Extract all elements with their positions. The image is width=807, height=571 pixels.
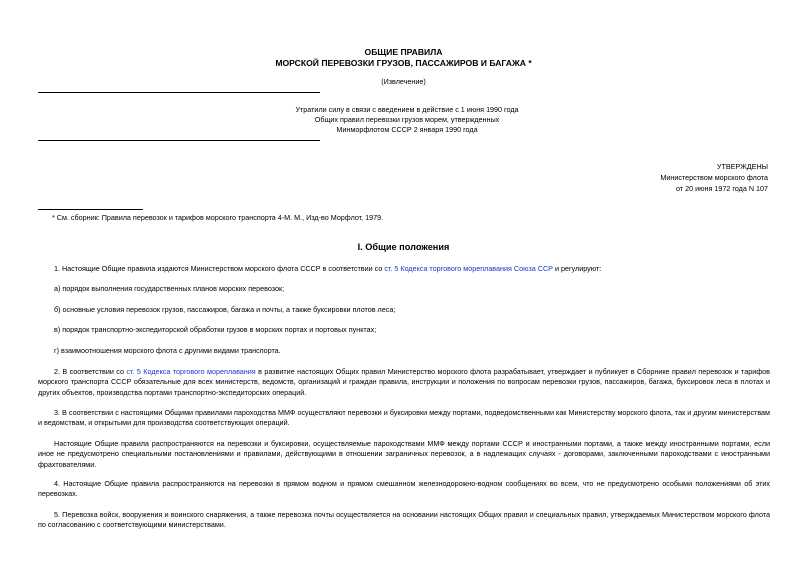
paragraph-2-tail: в развитие настоящих Общих правил Министерство морского флота разрабатывает, утверждает и публикует в Сборнике правил перевозок и тарифов морского транспорта СССР обязательные для всех министерств, ведомств, организаций и граждан правила, инструкции и положения по вопросам перевозки грузов, пассажиров, багажа, буксировок леса в плотах и других объектов, производства портами транспортно-экспедиторских операций. [38,367,771,397]
section-title: I. Общие положения [357,242,450,252]
paragraph-1-tail: и регулируют: [552,264,602,273]
approval-line2: Министерством морского флота [660,173,768,182]
excerpt-note: (Извлечение) [381,77,426,86]
kodeks-article-5-link[interactable]: ст. 5 Кодекса торгового мореплавания Союза ССР [384,264,553,273]
paragraph-v: в) порядок транспортно-экспедиторской обработки грузов в морских портах и портовых пунктах; [54,325,377,334]
paragraph-4: 4. Настоящие Общие правила распространяются на перевозки в прямом водном и прямом смешанном железнодорожно-водном сообщениях во всем, что не предусмотрено особыми положениями об этих перевозках. [38,479,770,499]
kodeks-article-5-link-2[interactable]: ст. 5 Кодекса торгового мореплавания [126,367,256,376]
validity-note-line2: Общих правил перевозки грузов морем, утвержденных [314,115,500,124]
paragraph-g: г) взаимоотношения морского флота с другими видами транспорта. [54,346,281,355]
validity-note-line3: Минморфлотом СССР 2 января 1990 года [336,125,478,134]
paragraph-2-text: 2. В соответствии со [54,367,127,376]
validity-note-line1: Утратили силу в связи с введением в действие с 1 июня 1990 года [295,105,519,114]
paragraph-2 [38,367,770,398]
paragraph-1 [38,264,770,274]
paragraph-1-text: 1. Настоящие Общие правила издаются Министерством морского флота СССР в соответствии со [54,264,385,273]
page-title: ОБЩИЕ ПРАВИЛА [364,47,443,57]
footnote-divider [38,209,143,210]
paragraph-3b: Настоящие Общие правила распространяются на перевозки и буксировки, осуществляемые пароходствами ММФ между портами СССР и иностранными портами, а также между иностранными портами, если иное не предусмотрено специальными постановлениями и правилами, действующими в отношении заграничных перевозок, а в надлежащих случаях - договорами, заключенными пароходствами с иностранными фрахтователями. [38,439,770,469]
divider-top [38,92,320,93]
paragraph-5: 5. Перевозка войск, вооружения и воинского снаряжения, а также перевозка почты осуществляется на основании настоящих Общих правил и специальных правил, утверждаемых Министерством морского флота по согласованию с соответствующими министерствами. [38,510,770,530]
approval-line1: УТВЕРЖДЕНЫ [716,162,768,171]
approval-line3: от 20 июня 1972 года N 107 [675,184,768,193]
paragraph-a: а) порядок выполнения государственных планов морских перевозок; [54,284,285,293]
page-title-line2: МОРСКОЙ ПЕРЕВОЗКИ ГРУЗОВ, ПАССАЖИРОВ И БАГАЖА * [275,58,532,68]
paragraph-b: б) основные условия перевозок грузов, пассажиров, багажа и почты, а также буксировки плотов леса; [54,305,396,314]
footnote: * См. сборник: Правила перевозок и тарифов морского транспорта 4-М. М., Изд-во Морфлот, 1979. [52,213,384,222]
divider-middle [38,140,320,141]
paragraph-3: 3. В соответствии с настоящими Общими правилами пароходства ММФ осуществляют перевозки и буксировки между портами, подведомственными как Министерству морского флота, так и другим министерствам и ведомствам, и открытыми для производства соответствующих операций. [38,408,770,428]
